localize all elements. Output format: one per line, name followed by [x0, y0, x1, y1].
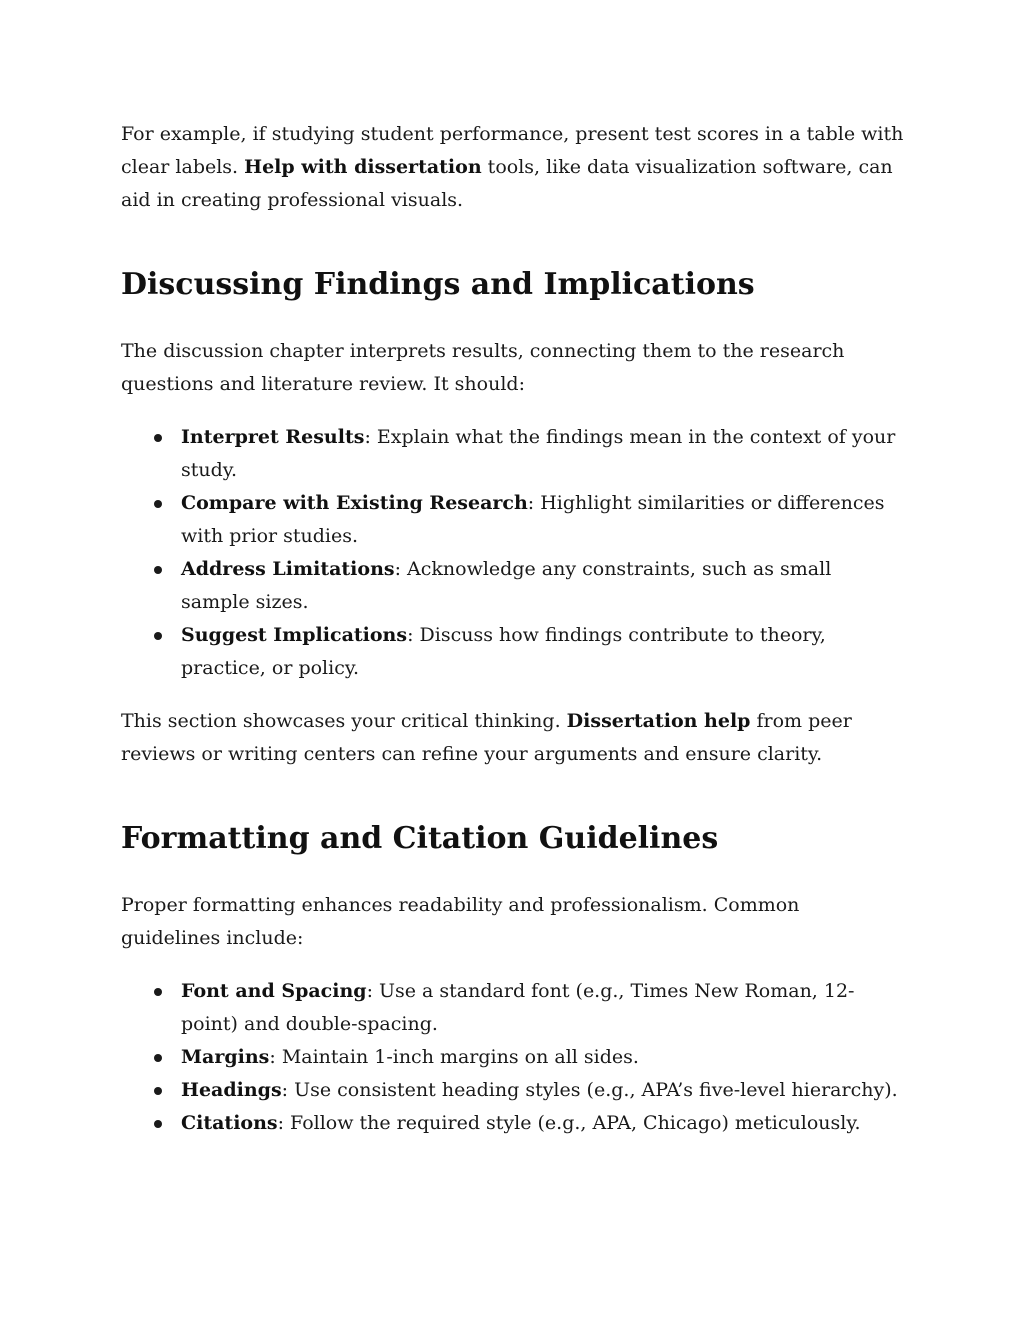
formatting-list [121, 975, 904, 1140]
list-item-term: Margins [181, 1046, 270, 1068]
closing-text-after: from peer reviews or writing centers can refine your arguments and ensure clarity. [121, 710, 852, 765]
formatting-heading: Formatting and Citation Guidelines [121, 821, 719, 856]
discussion-closing-paragraph [121, 705, 904, 771]
intro-paragraph [121, 118, 904, 217]
intro-text-before: For example, if studying student performance, present test scores in a table with clear labels. [121, 123, 904, 178]
discussion-list [121, 421, 904, 685]
list-item-text: : Highlight similarities or differences with prior studies. [181, 492, 885, 547]
list-item-term: Address Limitations [181, 558, 395, 580]
closing-text-before: This section showcases your critical thinking. [121, 710, 567, 732]
list-item-term: Citations [181, 1112, 278, 1134]
list-item-term: Interpret Results [181, 426, 365, 448]
list-item-term: Headings [181, 1079, 282, 1101]
list-item [181, 1074, 904, 1107]
list-item [181, 1107, 904, 1140]
list-item [181, 1041, 904, 1074]
list-item-term: Compare with Existing Research [181, 492, 528, 514]
list-item [181, 975, 904, 1041]
list-item-term: Suggest Implications [181, 624, 408, 646]
list-item-text: : Maintain 1-inch margins on all sides. [269, 1046, 639, 1068]
closing-bold-phrase: Dissertation help [566, 710, 751, 732]
list-item-text: : Acknowledge any constraints, such as small sample sizes. [181, 558, 832, 613]
list-item [181, 619, 904, 685]
list-item [181, 487, 904, 553]
intro-text-after: tools, like data visualization software, can aid in creating professional visuals. [121, 156, 893, 211]
list-item-text: : Explain what the findings mean in the context of your study. [181, 426, 896, 481]
discussion-heading: Discussing Findings and Implications [121, 267, 755, 302]
list-item-term: Font and Spacing [181, 980, 367, 1002]
list-item-text: : Use a standard font (e.g., Times New Roman, 12-point) and double-spacing. [181, 980, 855, 1035]
formatting-lead-paragraph: Proper formatting enhances readability and professionalism. Common guidelines include: [121, 894, 800, 949]
intro-bold-phrase: Help with dissertation [244, 156, 482, 178]
list-item [181, 553, 904, 619]
list-item-text: : Use consistent heading styles (e.g., APA’s five-level hierarchy). [281, 1079, 898, 1101]
list-item [181, 421, 904, 487]
list-item-text: : Discuss how findings contribute to theory, practice, or policy. [181, 624, 826, 679]
discussion-lead-paragraph: The discussion chapter interprets results, connecting them to the research questions and literature review. It should: [121, 340, 845, 395]
list-item-text: : Follow the required style (e.g., APA, Chicago) meticulously. [277, 1112, 861, 1134]
